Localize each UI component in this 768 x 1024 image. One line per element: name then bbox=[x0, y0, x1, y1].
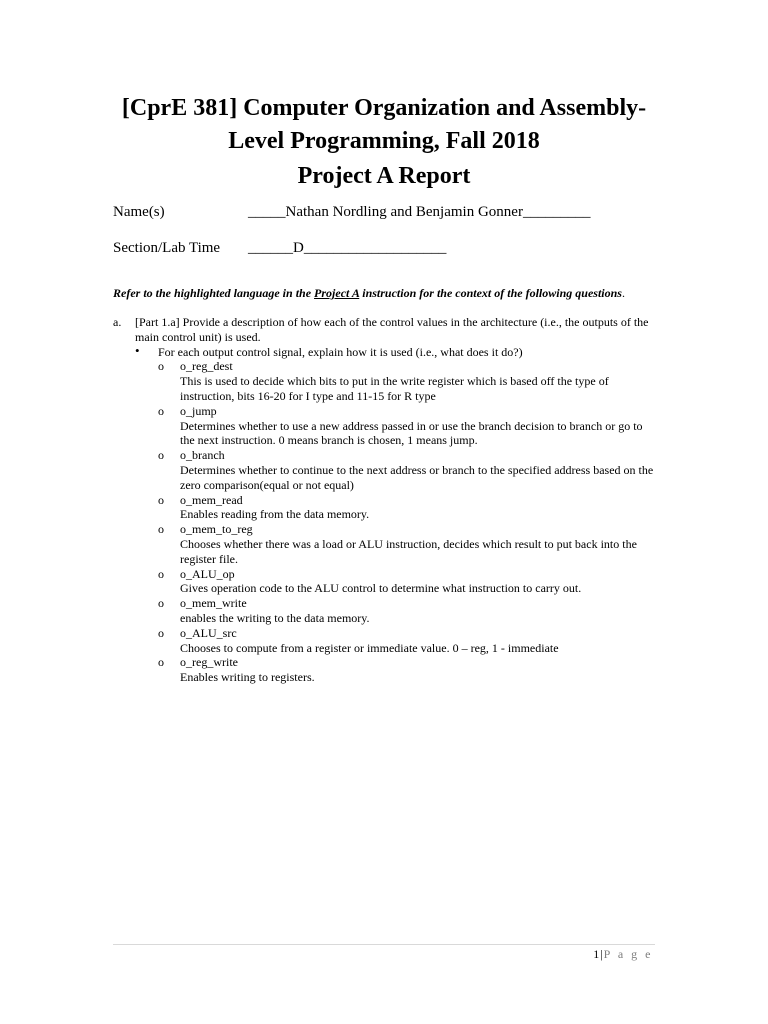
signal-name: o_reg_write bbox=[180, 655, 238, 670]
section-value: ______D___________________ bbox=[248, 240, 447, 256]
signal-name: o_branch bbox=[180, 448, 225, 463]
title-line-1: [CprE 381] Computer Organization and Assembly- bbox=[121, 95, 647, 121]
names-value: _____Nathan Nordling and Benjamin Gonner_________ bbox=[248, 204, 591, 220]
signal-item bbox=[158, 655, 658, 685]
signal-description: Chooses to compute from a register or immediate value. 0 – reg, 1 - immediate bbox=[180, 640, 559, 655]
signal-description: Enables reading from the data memory. bbox=[180, 507, 370, 522]
report-subtitle: Project A Report bbox=[297, 163, 471, 189]
signal-name: o_ALU_op bbox=[180, 566, 235, 581]
note-period: . bbox=[621, 286, 625, 300]
signal-description: Determines whether to use a new address passed in or use the branch decision to branch or go to the next instruction. 0 means branch is chosen, 1 means jump. bbox=[180, 418, 643, 448]
signal-description: Enables writing to registers. bbox=[180, 670, 315, 685]
names-label: Name(s) bbox=[113, 204, 165, 220]
signal-item bbox=[158, 493, 658, 523]
sub-bullet-icon: o bbox=[158, 566, 164, 581]
report-title bbox=[0, 92, 768, 158]
note-text-after: instruction for the context of the following questions bbox=[359, 286, 622, 300]
sub-bullet-icon: o bbox=[158, 492, 164, 507]
signal-name: o_mem_read bbox=[180, 492, 243, 507]
page-number: 1 bbox=[593, 947, 600, 961]
project-a-link-text: Project A bbox=[314, 286, 360, 300]
signal-description: Chooses whether there was a load or ALU instruction, decides which result to put back into the register file. bbox=[180, 536, 637, 566]
signal-description: Determines whether to continue to the next address or branch to the specified address based on the zero comparison(equal or not equal) bbox=[180, 462, 654, 492]
page-separator: | bbox=[600, 947, 603, 961]
signal-item bbox=[158, 448, 658, 492]
sub-bullet-icon: o bbox=[158, 359, 164, 374]
sub-bullet-icon: o bbox=[158, 522, 164, 537]
note-text-before: Refer to the highlighted language in the bbox=[113, 286, 315, 300]
question-marker: a. bbox=[113, 315, 122, 329]
signal-description: This is used to decide which bits to put in the write register which is based off the type of instruction, bits 16-20 for I type and 11-15 for R type bbox=[180, 374, 609, 403]
signal-item bbox=[158, 404, 658, 448]
signal-name: o_mem_to_reg bbox=[180, 522, 253, 537]
signal-item bbox=[158, 522, 658, 566]
signal-item bbox=[158, 596, 658, 626]
footer-divider bbox=[113, 944, 655, 945]
sub-bullet-icon: o bbox=[158, 655, 164, 670]
sub-bullet-icon: o bbox=[158, 403, 164, 418]
bullet-dot-icon: • bbox=[135, 342, 140, 358]
signal-item bbox=[158, 567, 658, 597]
signal-list bbox=[113, 359, 658, 685]
section-label: Section/Lab Time bbox=[113, 240, 221, 256]
signal-description: enables the writing to the data memory. bbox=[180, 610, 370, 625]
page-label: P a g e bbox=[603, 947, 653, 961]
signal-description: Gives operation code to the ALU control to determine what instruction to carry out. bbox=[180, 581, 582, 596]
instruction-note bbox=[113, 285, 673, 301]
signal-item bbox=[158, 359, 658, 403]
signal-name: o_reg_dest bbox=[180, 359, 233, 374]
bullet-text: For each output control signal, explain how it is used (i.e., what does it do?) bbox=[158, 344, 523, 359]
page-footer bbox=[593, 947, 653, 961]
signal-name: o_mem_write bbox=[180, 596, 247, 611]
question-text: [Part 1.a] Provide a description of how each of the control values in the architecture (i.e., the outputs of the main control unit) is used. bbox=[135, 315, 649, 344]
signal-name: o_ALU_src bbox=[180, 625, 237, 640]
sub-bullet-icon: o bbox=[158, 448, 164, 463]
question-a bbox=[113, 315, 658, 685]
title-line-2: Level Programming, Fall 2018 bbox=[228, 128, 540, 154]
signal-name: o_jump bbox=[180, 403, 217, 418]
bullet-item bbox=[135, 342, 658, 360]
signal-item bbox=[158, 626, 658, 656]
sub-bullet-icon: o bbox=[158, 625, 164, 640]
sub-bullet-icon: o bbox=[158, 596, 164, 611]
